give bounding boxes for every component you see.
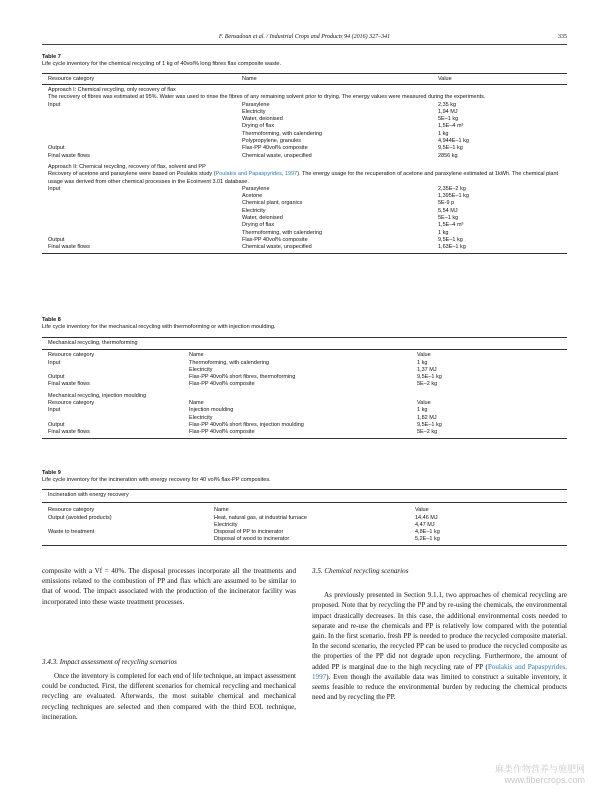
table-cell-category: Final waste flows [48, 429, 90, 436]
table8-section2-title: Mechanical recycling, injection moulding [48, 392, 147, 399]
table-cell-name: Electricity [242, 207, 266, 214]
approach2-note [42, 171, 567, 186]
table-row [42, 138, 567, 145]
table-cell-name: Disposal of wood to incinerator [214, 536, 290, 543]
table-cell-value: 1,37 MJ [417, 366, 437, 373]
table8-s2-header [42, 400, 567, 407]
table7-header-row [42, 74, 567, 84]
table-cell-value: 9,5E–1 kg [438, 145, 463, 152]
table-cell-name: Electricity [242, 108, 266, 115]
table-cell-value: 2,35 kg [438, 101, 457, 108]
table-cell-name: Heat, natural gas, at industrial furnace [214, 514, 307, 521]
table-row [42, 244, 567, 251]
table-row [42, 145, 567, 152]
approach2-rows [42, 186, 567, 252]
body-paragraph [312, 590, 567, 702]
table-cell-value: 5E-9 p [438, 200, 455, 207]
approach1-note: The recovery of fibres was estimated at 95%. Water was used to rinse the fibres of any remaining solvent prior to drying. The energy values were measured during the experiments. [48, 94, 486, 101]
table-cell-value: 9,5E–1 kg [417, 374, 442, 381]
table-row [42, 422, 567, 429]
table-cell-name: Injection moulding [189, 407, 234, 414]
table-row [42, 522, 567, 529]
table-cell-name: Flax-PP 40vol% composite [242, 145, 308, 152]
table-cell-value: 1 kg [417, 359, 428, 366]
table-row [42, 230, 567, 237]
table-row [42, 215, 567, 222]
col-header-name: Name [189, 400, 204, 407]
table-cell-value: 4,8E–1 kg [415, 529, 440, 536]
table-cell-value: 1,5E–4 m³ [438, 123, 464, 130]
table-cell-name: Electricity [214, 521, 238, 528]
table-cell-name: Polypropylene, granules [242, 138, 302, 145]
table-cell-category: Output [48, 236, 65, 243]
table-cell-category: Input [48, 185, 61, 192]
table-cell-name: Thermoforming, with calendering [242, 229, 323, 236]
table-cell-value: 1 kg [438, 229, 449, 236]
col-header-name: Name [189, 352, 204, 359]
table-row [42, 360, 567, 367]
table-cell-value: 2856 kg [438, 152, 458, 159]
table8-section1-rows [42, 360, 567, 389]
table-cell-name: Chemical waste, unspecified [242, 152, 312, 159]
table-row [42, 222, 567, 229]
citation-link[interactable]: Poulakis and Papaspyrides, 1997 [312, 662, 567, 681]
col-header-name: Name [214, 507, 229, 514]
table-cell-value: 4,944E–1 kg [438, 138, 469, 145]
table-row [42, 237, 567, 244]
table-cell-value: 5E–1 kg [438, 116, 459, 123]
col-header-value: Value [417, 352, 431, 359]
table-cell-category: Final waste flows [48, 381, 90, 388]
table-cell-name: Chemical waste, unspecified [242, 244, 312, 251]
table-cell-name: Electricity [189, 366, 213, 373]
col-header-name: Name [242, 76, 257, 82]
col-header-category: Resource category [48, 352, 95, 359]
table9 [42, 489, 567, 546]
col-header-value: Value [438, 76, 452, 82]
table-cell-value: 9,5E–1 kg [417, 421, 442, 428]
approach2-note-text-end: ). The energy usage for the recuperation of acetone and paraxylene estimated at 1kWh. The chemical plant usage was derived from other chemical processes in the Ecoinvent 3.01 database. [48, 171, 559, 185]
table8-s1-header [42, 352, 567, 359]
table-row [42, 374, 567, 381]
table9-header [42, 507, 567, 514]
running-header [42, 34, 567, 40]
table8-label: Table 8 [42, 317, 61, 323]
table-cell-value: 1,94 MJ [438, 108, 458, 115]
table-row [42, 102, 567, 109]
running-title: F. Bensadoun et al. / Industrial Crops and Products 94 (2016) 327–341 [218, 34, 391, 40]
table-rule [42, 84, 567, 85]
table8-caption: Life cycle inventory for the mechanical recycling with thermoforming or with injection moulding. [42, 324, 276, 330]
table-row [42, 529, 567, 536]
table-row [42, 193, 567, 200]
watermark-line1: 麻类作物营养与施肥网 [494, 764, 585, 774]
header-rule [42, 44, 567, 45]
table8-caption-block [42, 317, 276, 331]
table-row [42, 415, 567, 422]
table-cell-name: Flax-PP 40vol% composite [189, 429, 255, 436]
table-cell-value: 4,47 MJ [415, 521, 435, 528]
body-paragraph: Once the inventory is completed for each end of life technique, an impact assessment could be conducted. First, the different scenarios for chemical recycling and mechanical recycling are evaluated. Afterwards, the most suitable chemical and mechanical recycling techniques are selected and then compared with the third EOL technique, incineration. [42, 672, 296, 721]
table-row [42, 131, 567, 138]
table-rule [42, 349, 567, 350]
col-header-category: Resource category [48, 507, 95, 514]
table-cell-value: 9,5E–1 kg [438, 236, 463, 243]
table-cell-name: Flax-PP 40vol% composite [242, 236, 308, 243]
table-cell-name: Disposal of PP to incinerator [214, 529, 284, 536]
table-rule [42, 502, 567, 503]
table-cell-name: Paraxylene [242, 101, 270, 108]
table-cell-category: Final waste flows [48, 244, 90, 251]
table-cell-category: Input [48, 359, 61, 366]
table-cell-category: Output [48, 421, 65, 428]
table9-caption-block [42, 470, 271, 484]
page-number: 335 [558, 34, 567, 40]
table-row [42, 381, 567, 388]
table-cell-category: Output (avoided products) [48, 514, 112, 521]
table-cell-value: 1,82 MJ [417, 414, 437, 421]
table-rule [42, 438, 567, 439]
table-cell-name: Water, deionised [242, 215, 283, 222]
table-rule [42, 253, 567, 254]
table-rule [42, 337, 567, 338]
table9-caption: Life cycle inventory for the incineration with energy recovery for 40 vol% flax-PP composites. [42, 477, 271, 483]
col-header-category: Resource category [48, 400, 95, 407]
table-row [42, 208, 567, 215]
col-header-value: Value [415, 507, 429, 514]
table9-section-title: Incineration with energy recovery [48, 492, 129, 498]
table-cell-name: Acetone [242, 193, 263, 200]
watermark-line2: www.fibercrops.com [504, 775, 585, 785]
table-cell-value: 5,54 MJ [438, 207, 458, 214]
table-cell-category: Output [48, 145, 65, 152]
table-cell-category: Waste to treatment [48, 529, 95, 536]
table-cell-category: Input [48, 101, 61, 108]
table-rule [42, 489, 567, 490]
table-cell-value: 2,35E–2 kg [438, 185, 466, 192]
approach2-title: Approach II: Chemical recycling, recovery of flax, solvent and PP [48, 163, 206, 170]
table-rule [42, 545, 567, 546]
table-cell-name: Chemical plant, organics [242, 200, 303, 207]
table-cell-name: Paraxylene [242, 185, 270, 192]
table-row [42, 515, 567, 522]
table-cell-name: Thermoforming, with calendering [189, 359, 270, 366]
table-cell-value: 1,395E–1 kg [438, 193, 469, 200]
approach1-rows [42, 102, 567, 160]
body-paragraph: composite with a Vf = 40%. The disposal processes incorporate all the treatments and emissions related to the combustion of PP and flax which are assumed to be similar to that of wood. The impact associated with the production of the incinerator facility was incorporated into these waste treatment processes. [42, 567, 296, 606]
table-cell-value: 5E–1 kg [438, 215, 459, 222]
table-row [42, 123, 567, 130]
table-cell-name: Flax-PP 40vol% short fibres, injection moulding [189, 421, 304, 428]
table-cell-name: Water, deionised [242, 116, 283, 123]
table-cell-category: Final waste flows [48, 152, 90, 159]
left-column [42, 566, 296, 722]
table-row [42, 109, 567, 116]
approach2-note-text: Recovery of acetone and paraxylene were based on Poulakis study ( [48, 171, 216, 178]
section-heading-3-4-3: 3.4.3. Impact assessment of recycling scenarios [42, 657, 177, 666]
table-cell-value: 5E–2 kg [417, 381, 438, 388]
citation-link[interactable]: Poulakis and Papaspyrides, 1997 [215, 171, 298, 178]
table-cell-name: Flax-PP 40vol% composite [189, 381, 255, 388]
table-cell-value: 1,63E–1 kg [438, 244, 466, 251]
table-cell-value: 1,5E–4 m³ [438, 222, 464, 229]
table-row [42, 200, 567, 207]
table-row [42, 116, 567, 123]
table-cell-name: Thermoforming, with calendering [242, 130, 323, 137]
table-cell-name: Flax-PP 40vol% short fibres, thermoforming [189, 374, 296, 381]
table-row [42, 536, 567, 543]
watermark [495, 764, 585, 786]
table-cell-name: Electricity [189, 414, 213, 421]
body-text: As previously presented in Section 9.1.1, two approaches of chemical recycling are proposed. Note that by recycling the PP and by re-using the chemicals, the environmental impact drastically decreases. In this case, the additional environmental costs needed to separate and re-use the chemicals and PP is relatively low compared with the potential gain. In the first scenario, fresh PP is needed to produce the recycled composite material. In the second scenario, the recycled PP can be used to produce the recycled composite as the properties of the PP did not degrade upon recycling. Furthermore, the amount of added PP is marginal due to the high recycling rate of PP ( [312, 591, 567, 671]
table-row [42, 153, 567, 160]
table8 [42, 337, 567, 439]
table9-label: Table 9 [42, 470, 61, 476]
table7 [42, 73, 567, 254]
section-heading-3-5: 3.5. Chemical recycling scenarios [312, 567, 409, 575]
table-cell-name: Drying of flax [242, 123, 275, 130]
table8-section1-title: Mechanical recycling, thermoforming [48, 340, 138, 346]
table7-label: Table 7 [42, 54, 61, 60]
table-row [42, 186, 567, 193]
col-header-value: Value [417, 400, 431, 407]
table-row [42, 367, 567, 374]
table-cell-value: 14,46 MJ [415, 514, 438, 521]
table-cell-value: 5E–2 kg [417, 429, 438, 436]
table-cell-value: 1 kg [417, 407, 428, 414]
table-row [42, 429, 567, 436]
approach1-title: Approach I: Chemical recycling, only recovery of flax [48, 87, 176, 93]
table7-caption-block [42, 54, 281, 68]
table9-rows [42, 515, 567, 544]
table-cell-name: Drying of flax [242, 222, 275, 229]
table7-caption: Life cycle inventory for the chemical recycling of 1 kg of 40vol% long fibres flax composite waste. [42, 61, 282, 67]
right-column [312, 566, 567, 702]
table-cell-value: 1 kg [438, 130, 449, 137]
table-row [42, 407, 567, 414]
body-text-end: ). Even though the available data was limited to construct a suitable inventory, it seems feasible to reduce the environmental burden by reducing the chemical products need and by recycling the PP. [312, 672, 567, 702]
col-header-category: Resource category [48, 76, 95, 82]
table-cell-category: Input [48, 407, 61, 414]
table-cell-category: Output [48, 374, 65, 381]
table-cell-value: 5,2E–1 kg [415, 536, 440, 543]
table8-section2-rows [42, 407, 567, 436]
